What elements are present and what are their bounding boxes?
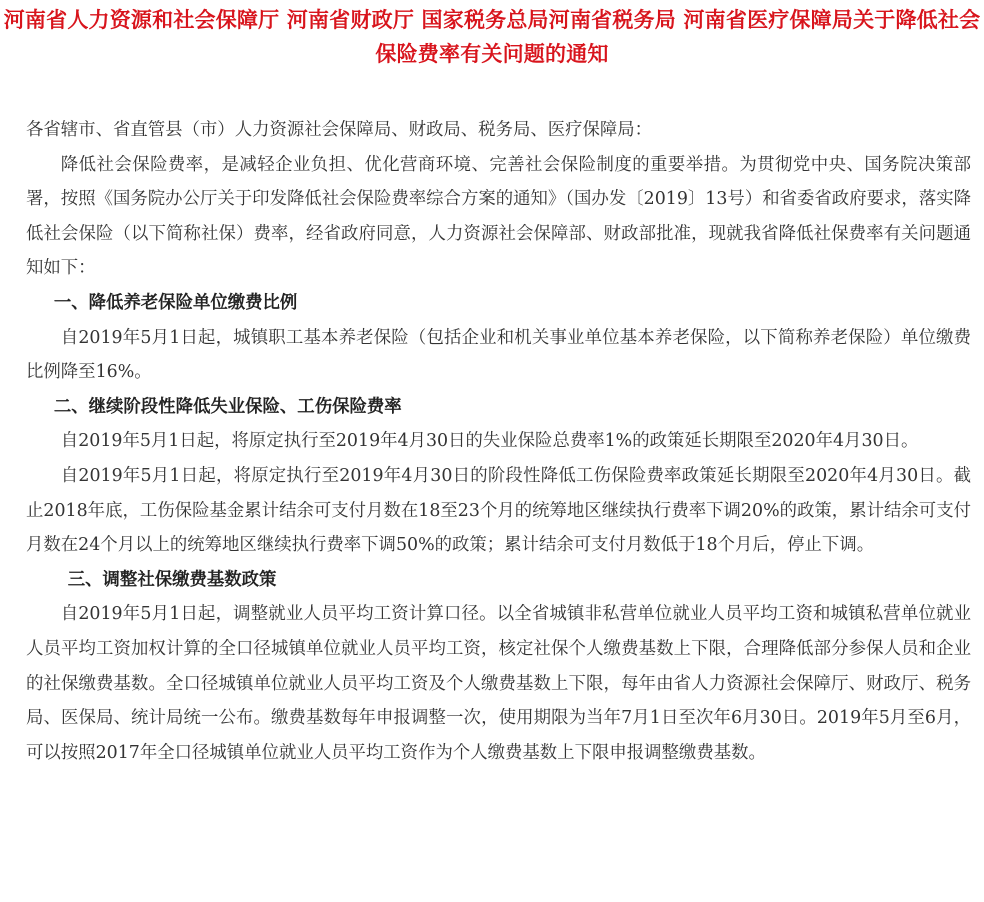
- section-2-paragraph-2: 自2019年5月1日起，将原定执行至2019年4月30日的阶段性降低工伤保险费率政策延长期限至2020年4月30日。截止2018年底，工伤保险基金累计结余可支付月数在18至23个月的统筹地区继续执行费率下调20%的政策，累计结余可支付月数在24个月以上的统筹地区继续执行费率下调50%的政策；累计结余可支付月数低于18个月后，停止下调。: [26, 465, 971, 556]
- section-heading-2: 二、继续阶段性降低失业保险、工伤保险费率: [53, 396, 402, 417]
- section-heading-1: 一、降低养老保险单位缴费比例: [53, 292, 298, 313]
- section-heading-3: 三、调整社保缴费基数政策: [67, 569, 277, 590]
- document-title: 河南省人力资源和社会保障厅 河南省财政厅 国家税务总局河南省税务局 河南省医疗保障局关于降低社会保险费率有关问题的通知: [3, 8, 981, 66]
- section-1-paragraph-1: 自2019年5月1日起，城镇职工基本养老保险（包括企业和机关事业单位基本养老保险，以下简称养老保险）单位缴费比例降至16%。: [26, 327, 971, 383]
- intro-paragraph: 降低社会保险费率，是减轻企业负担、优化营商环境、完善社会保险制度的重要举措。为贯彻党中央、国务院决策部署，按照《国务院办公厅关于印发降低社会保险费率综合方案的通知》（国办发〔2019〕13号）和省委省政府要求，落实降低社会保险（以下简称社保）费率，经省政府同意，人力资源社会保障部、财政部批准，现就我省降低社保费率有关问题通知如下：: [26, 154, 971, 279]
- salutation: 各省辖市、省直管县（市）人力资源社会保障局、财政局、税务局、医疗保障局：: [26, 120, 653, 140]
- section-2-paragraph-1: 自2019年5月1日起，将原定执行至2019年4月30日的失业保险总费率1%的政策延长期限至2020年4月30日。: [60, 431, 919, 452]
- document-body: [26, 113, 971, 770]
- section-3-paragraph-1: 自2019年5月1日起，调整就业人员平均工资计算口径。以全省城镇非私营单位就业人员平均工资和城镇私营单位就业人员平均工资加权计算的全口径城镇单位就业人员平均工资，核定社保个人缴费基数上下限，合理降低部分参保人员和企业的社保缴费基数。全口径城镇单位就业人员平均工资及个人缴费基数上下限，每年由省人力资源社会保障厅、财政厅、税务局、医保局、统计局统一公布。缴费基数每年申报调整一次，使用期限为当年7月1日至次年6月30日。2019年5月至6月，可以按照2017年全口径城镇单位就业人员平均工资作为个人缴费基数上下限申报调整缴费基数。: [26, 604, 971, 763]
